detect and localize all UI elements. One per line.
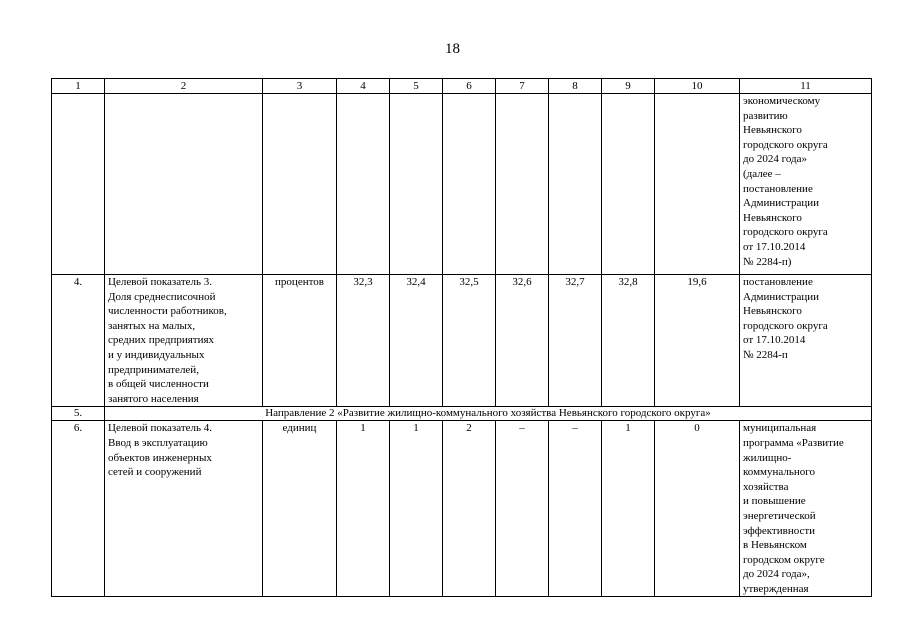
value-col-7 [496,94,549,275]
source-document: муниципальная программа «Развитие жилищно- коммунального хозяйства и повышение энергетической эффективности в Невьянском городском округе до 2024 года», утвержденная [740,421,872,597]
value-col-10: 0 [655,421,740,597]
column-number-2: 2 [105,79,263,94]
unit [263,94,337,275]
table-row [52,407,872,421]
value-col-6 [443,94,496,275]
value-col-9 [602,94,655,275]
row-number [52,94,105,275]
unit: процентов [263,275,337,407]
value-col-9: 32,8 [602,275,655,407]
value-col-10 [655,94,740,275]
value-col-9: 1 [602,421,655,597]
value-col-10: 19,6 [655,275,740,407]
column-number-7: 7 [496,79,549,94]
value-col-6: 2 [443,421,496,597]
indicator-name: Целевой показатель 4. Ввод в эксплуатацию объектов инженерных сетей и сооружений [105,421,263,597]
row-number: 4. [52,275,105,407]
value-col-8 [549,94,602,275]
column-number-11: 11 [740,79,872,94]
indicators-table [51,78,872,597]
indicator-name: Целевой показатель 3. Доля среднесписочной численности работников, занятых на малых, средних предприятиях и у индивидуальных предпринимателей, в общей численности занятого населения [105,275,263,407]
source-document: экономическому развитию Невьянского городского округа до 2024 года» (далее – постановление Администрации Невьянского городского округа от 17.10.2014 № 2284-п) [740,94,872,275]
column-number-5: 5 [390,79,443,94]
value-col-5 [390,94,443,275]
column-number-1: 1 [52,79,105,94]
source-document: постановление Администрации Невьянского городского округа от 17.10.2014 № 2284-п [740,275,872,407]
value-col-4: 32,3 [337,275,390,407]
column-number-8: 8 [549,79,602,94]
value-col-5: 32,4 [390,275,443,407]
column-number-4: 4 [337,79,390,94]
value-col-7: 32,6 [496,275,549,407]
column-number-6: 6 [443,79,496,94]
value-col-8: – [549,421,602,597]
value-col-4: 1 [337,421,390,597]
value-col-6: 32,5 [443,275,496,407]
unit: единиц [263,421,337,597]
header-row [52,79,872,94]
row-number: 6. [52,421,105,597]
page-number: 18 [445,41,460,57]
table-row [52,421,872,597]
column-number-10: 10 [655,79,740,94]
column-number-9: 9 [602,79,655,94]
indicator-name [105,94,263,275]
table-row [52,94,872,275]
value-col-8: 32,7 [549,275,602,407]
value-col-5: 1 [390,421,443,597]
value-col-7: – [496,421,549,597]
value-col-4 [337,94,390,275]
direction-heading: Направление 2 «Развитие жилищно-коммунального хозяйства Невьянского городского округа» [105,407,872,421]
row-number: 5. [52,407,105,421]
table-row [52,275,872,407]
column-number-3: 3 [263,79,337,94]
